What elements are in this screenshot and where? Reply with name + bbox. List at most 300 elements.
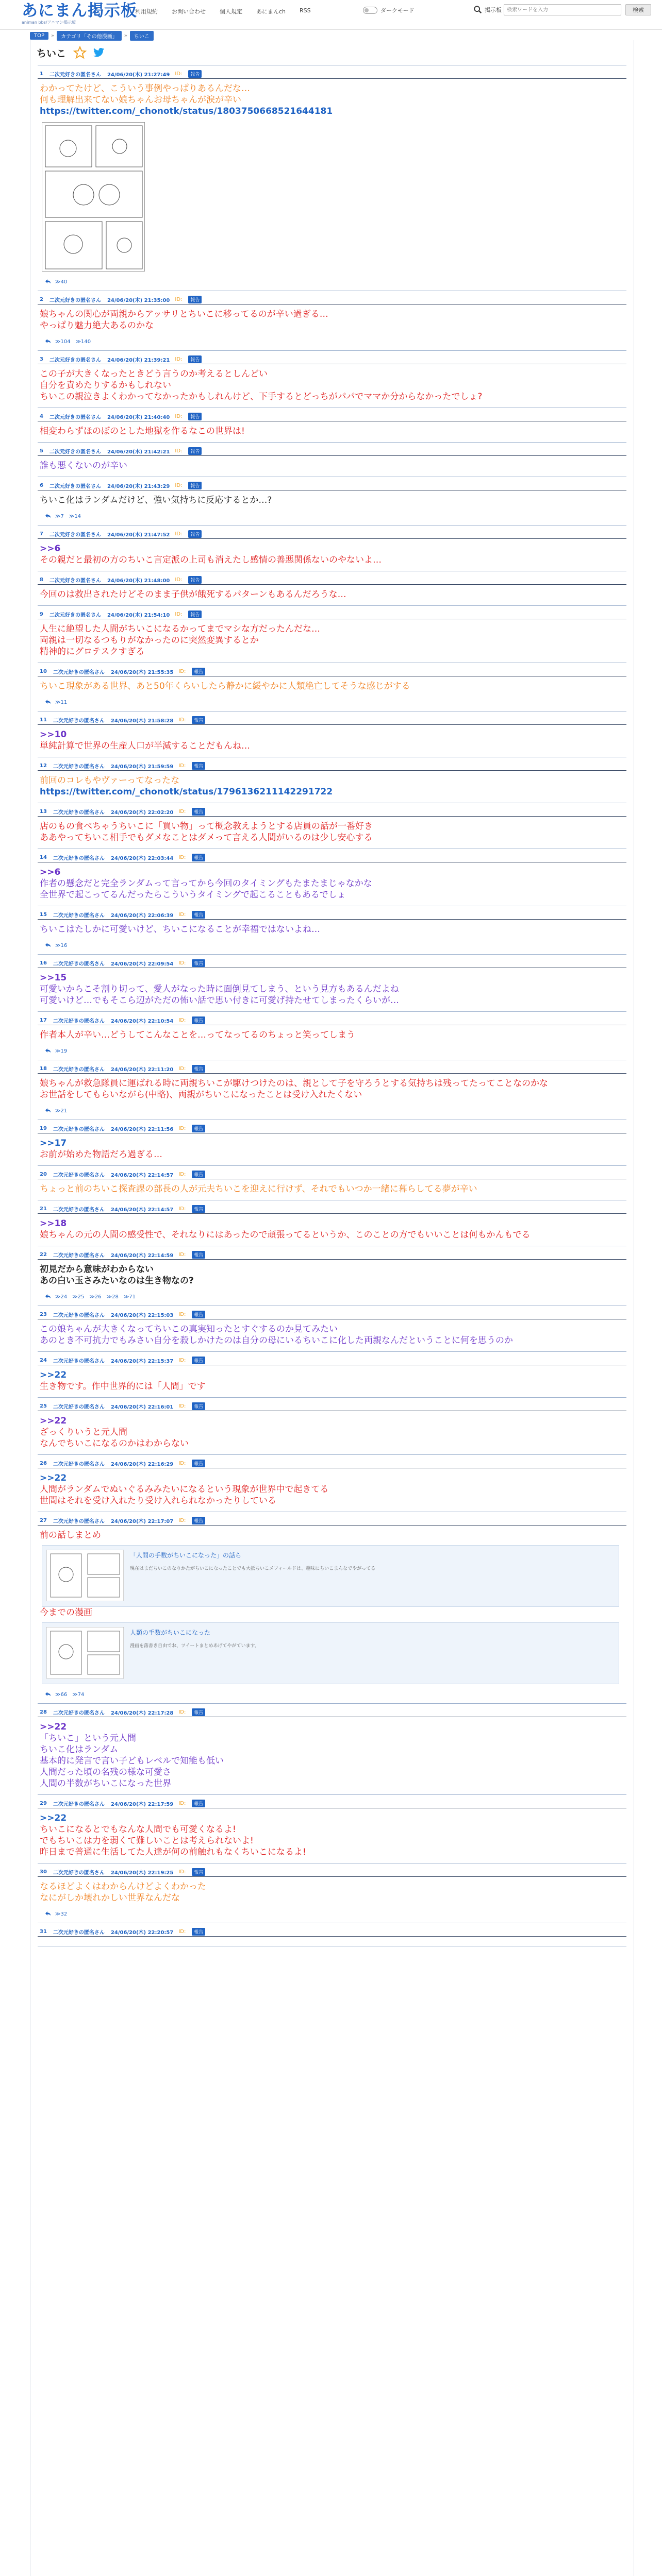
post-text: 前回のコレもやヴァーってなったな (40, 775, 180, 786)
reply-link[interactable]: ≫14 (69, 514, 81, 519)
post-id[interactable]: ID: (178, 1358, 186, 1363)
reply-link[interactable]: ≫24 (55, 1294, 68, 1300)
post-id[interactable]: ID: (178, 855, 186, 860)
post-id[interactable]: ID: (178, 1126, 186, 1131)
nav-terms[interactable]: 利用規約 (135, 8, 158, 15)
report-button[interactable]: 報告 (192, 854, 205, 861)
post-date: 24/06/20(木) 22:06:39 (110, 913, 174, 919)
reply-link[interactable]: ≫25 (72, 1294, 85, 1300)
report-button[interactable]: 報告 (192, 959, 205, 967)
post-id[interactable]: ID: (178, 1312, 186, 1317)
post-author: 二次元好きの匿名さん (53, 1462, 105, 1467)
post-header (38, 667, 626, 676)
post-header (38, 447, 626, 456)
post-author: 二次元好きの匿名さん (53, 1019, 105, 1024)
report-button[interactable]: 報告 (188, 530, 202, 538)
post-date: 24/06/20(木) 21:58:28 (110, 718, 174, 724)
post-header (38, 807, 626, 817)
reply-arrow-icon[interactable] (45, 338, 55, 345)
post-id[interactable]: ID: (175, 357, 183, 362)
manga-image[interactable] (42, 122, 145, 272)
post-id[interactable]: ID: (178, 1018, 186, 1023)
post-date: 24/06/20(木) 21:35:00 (107, 298, 170, 303)
post (38, 1923, 626, 1946)
post-number[interactable]: 6 (40, 483, 43, 488)
post-header (38, 1170, 626, 1179)
nav-animanch[interactable]: あにまんch (256, 8, 286, 15)
post-number[interactable]: 25 (40, 1403, 47, 1409)
post-number[interactable]: 15 (40, 912, 47, 918)
post-body (38, 421, 626, 437)
post-number[interactable]: 24 (40, 1358, 47, 1363)
reply-arrow-icon[interactable] (45, 1108, 55, 1114)
reply-anchor-link[interactable]: >>17 (40, 1138, 67, 1148)
reply-link[interactable]: ≫140 (75, 339, 91, 345)
reply-anchor-link[interactable]: >>22 (40, 1722, 67, 1732)
reply-link[interactable]: ≫32 (55, 1911, 68, 1917)
reply-arrow-icon[interactable] (45, 942, 55, 949)
reply-arrow-icon[interactable] (45, 699, 55, 706)
reply-link[interactable]: ≫104 (55, 339, 71, 345)
report-button[interactable]: 報告 (188, 70, 202, 78)
post-text: ちいこになるとでもなんな人間でも可愛くなるよ! (40, 1824, 236, 1835)
breadcrumb-category[interactable]: カテゴリ「その他漫画」 (57, 31, 122, 41)
post-date: 24/06/20(木) 22:14:59 (110, 1253, 174, 1259)
post-number[interactable]: 4 (40, 414, 43, 419)
report-button[interactable]: 報告 (192, 1171, 205, 1178)
report-button[interactable]: 報告 (188, 413, 202, 420)
external-link[interactable]: https://twitter.com/_chonotk/status/1803750668521644181 (40, 106, 333, 116)
post-date: 24/06/20(木) 22:03:44 (110, 856, 174, 861)
reply-link[interactable]: ≫7 (55, 514, 64, 519)
post-body (38, 456, 626, 471)
post-text: 世間はそれを受け入れたり受け入れられなかったりしている (40, 1496, 276, 1506)
card-description: 現在はまだちいこのなりかたがちいこになったことでも大抵ちいこメフィールドは、趣味にちいこまんなでやがってる (130, 1566, 376, 1571)
post-date: 24/06/20(木) 22:14:57 (110, 1173, 174, 1178)
post-body (38, 1717, 626, 1789)
post (38, 1398, 626, 1454)
breadcrumb-thread[interactable]: ちいこ (130, 31, 154, 41)
post (38, 408, 626, 442)
post (38, 1166, 626, 1200)
post-text: お前が始めた物語だろ過ぎる… (40, 1149, 162, 1160)
toggle-knob (365, 8, 369, 12)
post-author: 二次元好きの匿名さん (53, 1313, 105, 1318)
post (38, 1060, 626, 1120)
reply-link[interactable]: ≫16 (55, 943, 68, 948)
post-number[interactable]: 2 (40, 297, 43, 302)
report-button[interactable]: 報告 (192, 668, 205, 675)
post-body (38, 1468, 626, 1506)
reply-anchor-link[interactable]: >>22 (40, 1370, 67, 1380)
post-number[interactable]: 18 (40, 1066, 47, 1072)
nav-rss[interactable]: RSS (300, 7, 311, 14)
report-button[interactable]: 報告 (188, 611, 202, 618)
post (38, 477, 626, 525)
link-preview-card[interactable] (42, 1545, 619, 1607)
post-number[interactable]: 28 (40, 1709, 47, 1715)
reply-link[interactable]: ≫26 (89, 1294, 102, 1300)
reply-row (38, 506, 626, 520)
post-id[interactable]: ID: (178, 1518, 186, 1523)
post-text: 「ちいこ」という元人間 (40, 1733, 136, 1743)
external-link[interactable]: https://twitter.com/_chonotk/status/1796136211142291722 (40, 787, 333, 797)
reply-arrow-icon[interactable] (45, 1048, 55, 1055)
report-button[interactable]: 報告 (192, 716, 205, 724)
reply-link[interactable]: ≫40 (55, 279, 68, 285)
post-id[interactable]: ID: (178, 1403, 186, 1409)
post-author: 二次元好きの匿名さん (53, 764, 105, 770)
post-number[interactable]: 10 (40, 669, 47, 674)
post-number[interactable]: 9 (40, 612, 43, 617)
post-text: この子が大きくなったときどう言うのか考えるとしんどい (40, 369, 268, 379)
post-body (38, 304, 626, 331)
post (38, 606, 626, 663)
post-number[interactable]: 13 (40, 809, 47, 815)
post-number[interactable]: 11 (40, 717, 47, 723)
post-header (38, 1402, 626, 1411)
post (38, 351, 626, 408)
post-body (38, 619, 626, 657)
post-date: 24/06/20(木) 21:55:35 (110, 670, 174, 675)
post-body (38, 1214, 626, 1241)
post-header (38, 1310, 626, 1319)
post-author: 二次元好きの匿名さん (49, 613, 101, 618)
post-number[interactable]: 3 (40, 357, 43, 362)
post-author: 二次元好きの匿名さん (53, 1710, 105, 1716)
report-button[interactable]: 報告 (188, 355, 202, 363)
post-author: 二次元好きの匿名さん (49, 358, 101, 363)
post (38, 1455, 626, 1512)
breadcrumb-separator: » (124, 33, 127, 39)
reply-anchor-link[interactable]: >>22 (40, 1813, 67, 1823)
post-text: お世話をしてもらいながら(中略)、両親がちいこになったことは受け入れたくない (40, 1090, 362, 1100)
report-button[interactable]: 報告 (192, 1708, 205, 1716)
post-number[interactable]: 16 (40, 960, 47, 966)
post-id[interactable]: ID: (175, 71, 183, 77)
report-button[interactable]: 報告 (192, 911, 205, 919)
post-date: 24/06/20(木) 22:15:37 (110, 1359, 174, 1364)
post-text: 人生に絶望した人間がちいこになるかってまでマシな方だったんだな… (40, 624, 320, 634)
post-date: 24/06/20(木) 21:54:10 (107, 613, 170, 618)
post-text: ちいこはたしかに可愛いけど、ちいこになることが幸福ではないよね… (40, 924, 320, 935)
post-date: 24/06/20(木) 22:16:01 (110, 1404, 174, 1410)
card-title[interactable]: 「人間の手数がちいこになった」の話ら (130, 1552, 242, 1559)
reply-row (38, 1041, 626, 1055)
post-header (38, 716, 626, 725)
reply-anchor-link[interactable]: >>22 (40, 1473, 67, 1483)
post-number[interactable]: 8 (40, 577, 43, 583)
post (38, 711, 626, 757)
report-button[interactable]: 報告 (192, 1311, 205, 1318)
report-button[interactable]: 報告 (192, 808, 205, 816)
reply-row (38, 935, 626, 949)
reply-arrow-icon[interactable] (45, 1294, 55, 1300)
reply-anchor-link[interactable]: >>10 (40, 730, 67, 740)
post-text: 人間の半数がちいこになった世界 (40, 1778, 171, 1789)
post-date: 24/06/20(木) 22:17:59 (110, 1802, 174, 1807)
post-body (38, 676, 626, 692)
post-header (38, 1250, 626, 1260)
post-number[interactable]: 29 (40, 1801, 47, 1806)
post-body (38, 1133, 626, 1160)
post-id[interactable]: ID: (178, 1172, 186, 1177)
dark-mode-toggle[interactable] (363, 6, 415, 14)
post-text: 全世界で起こってるんだったらこういうタイミングで起こることもあるでしょ (40, 890, 346, 900)
post-text: やっぱり魅力絶大あるのかな (40, 320, 154, 331)
post-header (38, 70, 626, 79)
post-body (38, 1179, 626, 1195)
post-id[interactable]: ID: (175, 531, 183, 537)
post-header (38, 910, 626, 920)
thread-container (30, 40, 634, 2576)
post-body (38, 920, 626, 935)
post (38, 849, 626, 906)
post (38, 803, 626, 849)
report-button[interactable]: 報告 (192, 1016, 205, 1024)
post-author: 二次元好きの匿名さん (49, 449, 101, 455)
post-text: その親だと最初の方のちいこ言定派の上司も消えたし感情の善悪関係ないのやないよ… (40, 555, 382, 565)
post-text: でもちいこは力を弱くて難しいことは考えられないよ! (40, 1836, 254, 1846)
post-body (38, 1074, 626, 1100)
post-date: 24/06/20(木) 22:20:57 (110, 1930, 174, 1936)
post-header (38, 481, 626, 490)
post-author: 二次元好きの匿名さん (49, 298, 101, 303)
post-id[interactable]: ID: (178, 1252, 186, 1258)
main-nav (135, 7, 325, 15)
post-id[interactable]: ID: (178, 1206, 186, 1212)
post-number[interactable]: 30 (40, 1869, 47, 1875)
reply-anchor-link[interactable]: >>22 (40, 1416, 67, 1426)
post-header (38, 1927, 626, 1937)
post-id[interactable]: ID: (178, 717, 186, 723)
post-header (38, 530, 626, 539)
post-header (38, 959, 626, 968)
post-number[interactable]: 21 (40, 1206, 47, 1212)
post-author: 二次元好きの匿名さん (53, 718, 105, 724)
card-info (130, 1550, 375, 1574)
post-number[interactable]: 17 (40, 1018, 47, 1023)
report-button[interactable]: 報告 (188, 482, 202, 489)
search-button[interactable]: 検索 (625, 4, 651, 15)
report-button[interactable]: 報告 (192, 1205, 205, 1213)
post-id[interactable]: ID: (178, 1801, 186, 1806)
post-header (38, 1459, 626, 1468)
post-body (38, 490, 626, 506)
post-id[interactable]: ID: (178, 1461, 186, 1466)
reply-link[interactable]: ≫71 (123, 1294, 136, 1300)
thread-title: ちいこ (37, 47, 67, 59)
post-text: 娘ちゃんが救急隊員に運ばれる時に両親ちいこが駆けつけたのは、親として子を守ろうとする気持ちは残ってたってことなのかな (40, 1078, 548, 1089)
post (38, 443, 626, 477)
report-button[interactable]: 報告 (192, 1357, 205, 1364)
report-button[interactable]: 報告 (192, 1402, 205, 1410)
post-text: なにがしか壊れかしい世界なんだな (40, 1893, 180, 1903)
breadcrumb (30, 31, 154, 41)
reply-link[interactable]: ≫74 (72, 1692, 85, 1698)
card-info (130, 1627, 259, 1652)
reply-row (38, 1286, 626, 1300)
post-number[interactable]: 20 (40, 1172, 47, 1177)
report-button[interactable]: 報告 (192, 1928, 205, 1936)
report-button[interactable]: 報告 (192, 1065, 205, 1073)
post-text: 基本的に発言で言い子どもレベルで知能も低い (40, 1756, 224, 1766)
post (38, 1352, 626, 1397)
post-id[interactable]: ID: (178, 912, 186, 918)
post-id[interactable]: ID: (175, 612, 183, 617)
reply-row (38, 692, 626, 706)
post-number[interactable]: 19 (40, 1126, 47, 1131)
post-body (38, 1025, 626, 1041)
post-number[interactable]: 22 (40, 1252, 47, 1258)
post-number[interactable]: 12 (40, 763, 47, 769)
post-text: 両親は一切なるつもりがなかったのに突然変異するとか (40, 635, 259, 646)
post-author: 二次元好きの匿名さん (53, 961, 105, 967)
post-author: 二次元好きの匿名さん (53, 1127, 105, 1132)
post-number[interactable]: 31 (40, 1929, 47, 1935)
reply-link[interactable]: ≫21 (55, 1108, 68, 1114)
star-icon[interactable] (73, 46, 87, 59)
post-id[interactable]: ID: (178, 669, 186, 674)
post-number[interactable]: 26 (40, 1461, 47, 1466)
reply-link[interactable]: ≫19 (55, 1048, 68, 1054)
post-text: なんでちいこになるのかはわからない (40, 1438, 189, 1449)
post-id[interactable]: ID: (175, 448, 183, 454)
report-button[interactable]: 報告 (192, 1125, 205, 1132)
post-number[interactable]: 7 (40, 531, 43, 537)
breadcrumb-top[interactable]: TOP (30, 32, 48, 40)
report-button[interactable]: 報告 (192, 1517, 205, 1524)
post-date: 24/06/20(木) 21:42:21 (107, 449, 170, 455)
post-number[interactable]: 27 (40, 1518, 47, 1523)
post-body (38, 862, 626, 901)
post-id[interactable]: ID: (178, 809, 186, 815)
post-id[interactable]: ID: (178, 960, 186, 966)
post-text: あの白い玉さみたいなのは生き物なの? (40, 1276, 194, 1286)
post (38, 1704, 626, 1794)
post-author: 二次元好きの匿名さん (53, 810, 105, 816)
post-author: 二次元好きの匿名さん (53, 1870, 105, 1876)
post-text: あのとき不可抗力でもみさい自分を殺しかけたのは自分の母にいるちいこに化した両親なんだということに何を思うのか (40, 1335, 513, 1346)
report-button[interactable]: 報告 (188, 447, 202, 455)
post-id[interactable]: ID: (175, 414, 183, 419)
post-id[interactable]: ID: (175, 577, 183, 583)
post-date: 24/06/20(木) 21:40:40 (107, 415, 170, 420)
post-body (38, 585, 626, 600)
post-date: 24/06/20(木) 22:11:56 (110, 1127, 174, 1132)
post-author: 二次元好きの匿名さん (53, 1519, 105, 1524)
post-text: 何も理解出来てない娘ちゃんお母ちゃんが涙が辛い (40, 95, 241, 105)
post (38, 1200, 626, 1246)
post-text: 可愛いからこそ割り切って、愛人がなった時に面倒見てしまう、という見方もあるんだよね (40, 984, 399, 994)
reply-link[interactable]: ≫28 (106, 1294, 119, 1300)
reply-link[interactable]: ≫66 (55, 1692, 68, 1698)
report-button[interactable]: 報告 (192, 1251, 205, 1259)
logo-title[interactable]: あにまん掲示板 (22, 2, 137, 20)
card-description: 漫画を落書き自由でお、ツイートまとめあげてやがています。 (130, 1643, 259, 1649)
post-header (38, 1016, 626, 1025)
post-text: 精神的にグロテスクすぎる (40, 647, 145, 657)
post-body (38, 1526, 626, 1684)
post-date: 24/06/20(木) 21:39:21 (107, 358, 170, 363)
post-number[interactable]: 1 (40, 71, 43, 77)
post-text: ちいこ現象がある世界、あと50年くらいしたら静かに緩やかに人類絶亡してそうな感じがする (40, 681, 410, 691)
post-header (38, 610, 626, 619)
card-title[interactable]: 人類の手数がちいこになった (130, 1629, 211, 1636)
post-date: 24/06/20(木) 21:59:59 (110, 764, 174, 770)
post-text: この娘ちゃんが大きくなってちいこの真実知ったとすぐするのか見てみたい (40, 1324, 338, 1334)
search-input[interactable] (504, 4, 621, 15)
search-scope-label[interactable]: 掲示板 (485, 7, 502, 13)
search-icon[interactable] (473, 5, 483, 14)
report-button[interactable]: 報告 (192, 1460, 205, 1467)
post-text: 誰も悪くないのが辛い (40, 461, 127, 471)
breadcrumb-separator: » (51, 33, 55, 39)
post-id[interactable]: ID: (178, 1869, 186, 1875)
post-id[interactable]: ID: (178, 1929, 186, 1935)
post-body (38, 771, 626, 798)
logo-subtitle: animan bbs/アニマン掲示板 (22, 20, 76, 25)
reply-arrow-icon[interactable] (45, 513, 55, 520)
report-button[interactable]: 報告 (192, 762, 205, 770)
nav-privacy[interactable]: 個人規定 (220, 8, 242, 15)
reply-arrow-icon[interactable] (45, 1911, 55, 1918)
post-text: 今までの漫画 (40, 1607, 92, 1618)
post-header (38, 355, 626, 364)
post (38, 955, 626, 1011)
post-number[interactable]: 5 (40, 448, 43, 454)
report-button[interactable]: 報告 (188, 576, 202, 584)
post (38, 1512, 626, 1703)
report-button[interactable]: 報告 (188, 296, 202, 303)
search-area (473, 4, 651, 15)
link-preview-card[interactable] (42, 1622, 619, 1684)
site-logo[interactable] (22, 2, 137, 25)
reply-link[interactable]: ≫11 (55, 700, 68, 705)
post-id[interactable]: ID: (175, 483, 183, 488)
twitter-bird-icon[interactable] (92, 46, 105, 59)
post-header (38, 1356, 626, 1365)
post-body (38, 725, 626, 752)
post-text: 自分を責めたりするかもしれない (40, 380, 171, 391)
post (38, 1795, 626, 1863)
post (38, 291, 626, 350)
post-id[interactable]: ID: (178, 763, 186, 769)
toggle-switch[interactable] (363, 7, 377, 14)
post-number[interactable]: 14 (40, 855, 47, 860)
reply-arrow-icon[interactable] (45, 279, 55, 285)
post-id[interactable]: ID: (175, 297, 183, 302)
post-date: 24/06/20(木) 22:09:54 (110, 961, 174, 967)
reply-anchor-link[interactable]: >>6 (40, 867, 61, 877)
post-text: 娘ちゃんの関心が両親からアッサリとちいこに移ってるのが辛い過ぎる… (40, 309, 328, 319)
reply-anchor-link[interactable]: >>18 (40, 1218, 67, 1229)
report-button[interactable]: 報告 (192, 1800, 205, 1807)
post-id[interactable]: ID: (178, 1709, 186, 1715)
reply-anchor-link[interactable]: >>15 (40, 973, 67, 983)
post-id[interactable]: ID: (178, 1066, 186, 1072)
reply-arrow-icon[interactable] (45, 1691, 55, 1698)
post-author: 二次元好きの匿名さん (49, 532, 101, 538)
report-button[interactable]: 報告 (192, 1868, 205, 1876)
nav-contact[interactable]: お問い合わせ (172, 8, 206, 15)
post-text: 可愛いけど…でもそこら辺がただの怖い話で思い付きに可愛げ持たせてしまったくらいが… (40, 995, 399, 1006)
post-date: 24/06/20(木) 21:43:29 (107, 484, 170, 489)
reply-anchor-link[interactable]: >>6 (40, 544, 61, 554)
post-date: 24/06/20(木) 22:17:07 (110, 1519, 174, 1524)
post-text: 作者の懸念だと完全ランダムって言ってから今回のタイミングもたまたまじゃなかな (40, 878, 372, 889)
post-number[interactable]: 23 (40, 1312, 47, 1317)
